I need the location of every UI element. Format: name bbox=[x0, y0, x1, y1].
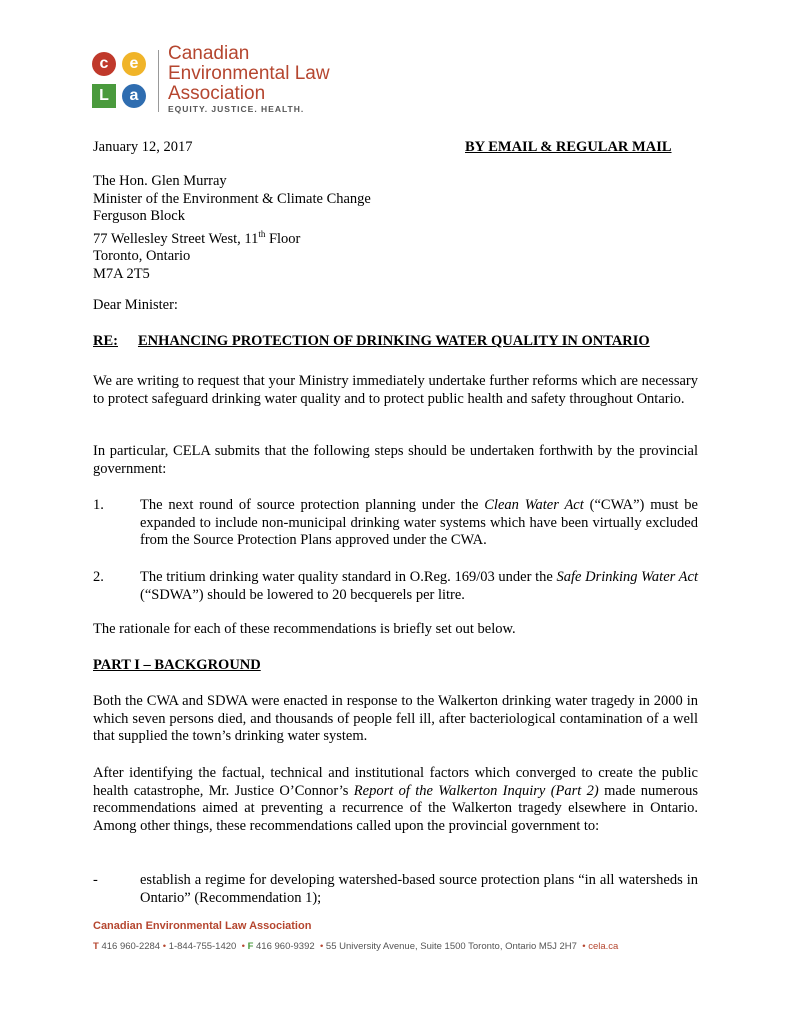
recipient-building: Ferguson Block bbox=[93, 208, 185, 225]
logo-letter-l: L bbox=[92, 84, 116, 108]
footer-organization: Canadian Environmental Law Association bbox=[93, 920, 312, 932]
logo-organization-name bbox=[168, 44, 408, 104]
bullet-1-mark: - bbox=[93, 872, 98, 888]
item-1-text bbox=[140, 497, 698, 550]
paragraph-5-part-b: made numerous recommendations aimed at preventing a recurrence of the Walkerton tragedy elsewhere in Ontario. Among other things, these recommendations called upon the provincial government to: bbox=[93, 782, 698, 834]
footer-website-link[interactable]: cela.ca bbox=[588, 941, 619, 952]
re-line bbox=[93, 333, 698, 351]
recipient-title: Minister of the Environment & Climate Change bbox=[93, 190, 371, 207]
footer-telephone-label: T bbox=[93, 941, 99, 952]
footer-separator: • bbox=[241, 941, 245, 952]
footer-fax-label: F bbox=[247, 941, 254, 952]
street-superscript: th bbox=[258, 228, 266, 239]
delivery-method: BY EMAIL & REGULAR MAIL bbox=[465, 139, 672, 155]
footer-fax: 416 960-9392 bbox=[256, 941, 315, 952]
logo-letter-c: c bbox=[92, 52, 116, 76]
item-2-part-a: The tritium drinking water quality standard in O.Reg. 169/03 under the bbox=[140, 569, 557, 585]
recipient-postal: M7A 2T5 bbox=[93, 265, 150, 282]
logo-name-line-3: Association bbox=[168, 83, 266, 104]
street-text: 77 Wellesley Street West, 11 bbox=[93, 230, 259, 247]
footer-separator: • bbox=[319, 941, 324, 952]
letter-date: January 12, 2017 bbox=[93, 139, 193, 155]
item-2-act: Safe Drinking Water Act bbox=[556, 569, 698, 585]
item-1-part-b: (“CWA”) must be expanded to include non-municipal drinking water systems which have been virtually excluded from the Source Protection Plans approved under the CWA. bbox=[140, 497, 698, 549]
footer-tollfree: 1-844-755-1420 bbox=[168, 941, 237, 952]
footer-address: 55 University Avenue, Suite 1500 Toronto, Ontario M5J 2H7 bbox=[325, 941, 577, 952]
part-1-heading: PART I – BACKGROUND bbox=[93, 657, 261, 673]
logo-name-line-1: Canadian bbox=[168, 43, 250, 64]
item-1-act: Clean Water Act bbox=[484, 497, 584, 513]
paragraph-5 bbox=[93, 765, 698, 835]
re-subject: ENHANCING PROTECTION OF DRINKING WATER QUALITY IN ONTARIO bbox=[137, 333, 650, 349]
footer-contact-line bbox=[93, 941, 713, 952]
recipient-name: The Hon. Glen Murray bbox=[93, 173, 227, 189]
salutation: Dear Minister: bbox=[93, 297, 178, 313]
item-1-part-a: The next round of source protection planning under the bbox=[140, 497, 485, 513]
logo-tagline: EQUITY. JUSTICE. HEALTH. bbox=[168, 104, 305, 114]
bullet-1-text: establish a regime for developing watershed-based source protection plans “in all watersheds in Ontario” (Recommendation 1); bbox=[140, 872, 698, 906]
re-label: RE: bbox=[93, 333, 118, 349]
logo-letter-a: a bbox=[122, 84, 146, 108]
recipient-address bbox=[93, 173, 493, 283]
item-1-number: 1. bbox=[93, 497, 104, 513]
paragraph-4: Both the CWA and SDWA were enacted in response to the Walkerton drinking water tragedy in 2000 in which seven persons died, and thousands of people fell ill, after bacteriological contamination of a well that supplied the town’s drinking water system. bbox=[93, 693, 698, 745]
footer-telephone: 416 960-2284 bbox=[101, 941, 161, 952]
item-2-number: 2. bbox=[93, 569, 104, 585]
footer-separator: • bbox=[162, 941, 167, 952]
recipient-city: Toronto, Ontario bbox=[93, 248, 191, 265]
item-2-text bbox=[140, 569, 698, 604]
paragraph-2: In particular, CELA submits that the following steps should be undertaken forthwith by the provincial government: bbox=[93, 443, 698, 477]
footer-separator: • bbox=[582, 941, 586, 952]
walkerton-report-title: Report of the Walkerton Inquiry (Part 2) bbox=[353, 782, 599, 799]
street-floor: Floor bbox=[265, 230, 301, 247]
logo-name-line-2: Environmental Law bbox=[168, 63, 330, 84]
paragraph-1: We are writing to request that your Ministry immediately undertake further reforms which are necessary to protect safeguard drinking water quality and to protect public health and safety throughout Ontario. bbox=[93, 373, 698, 407]
recipient-street bbox=[93, 226, 493, 248]
logo-letter-e: e bbox=[122, 52, 146, 76]
paragraph-3: The rationale for each of these recommendations is briefly set out below. bbox=[93, 621, 516, 637]
logo-divider bbox=[158, 50, 159, 112]
item-2-part-b: (“SDWA”) should be lowered to 20 becquerels per litre. bbox=[140, 586, 465, 603]
paragraph-5-part-a: After identifying the factual, technical and institutional factors which converged to create the public health catastrophe, Mr. Justice O’Connor’s bbox=[93, 765, 698, 799]
cela-logo bbox=[90, 50, 152, 112]
